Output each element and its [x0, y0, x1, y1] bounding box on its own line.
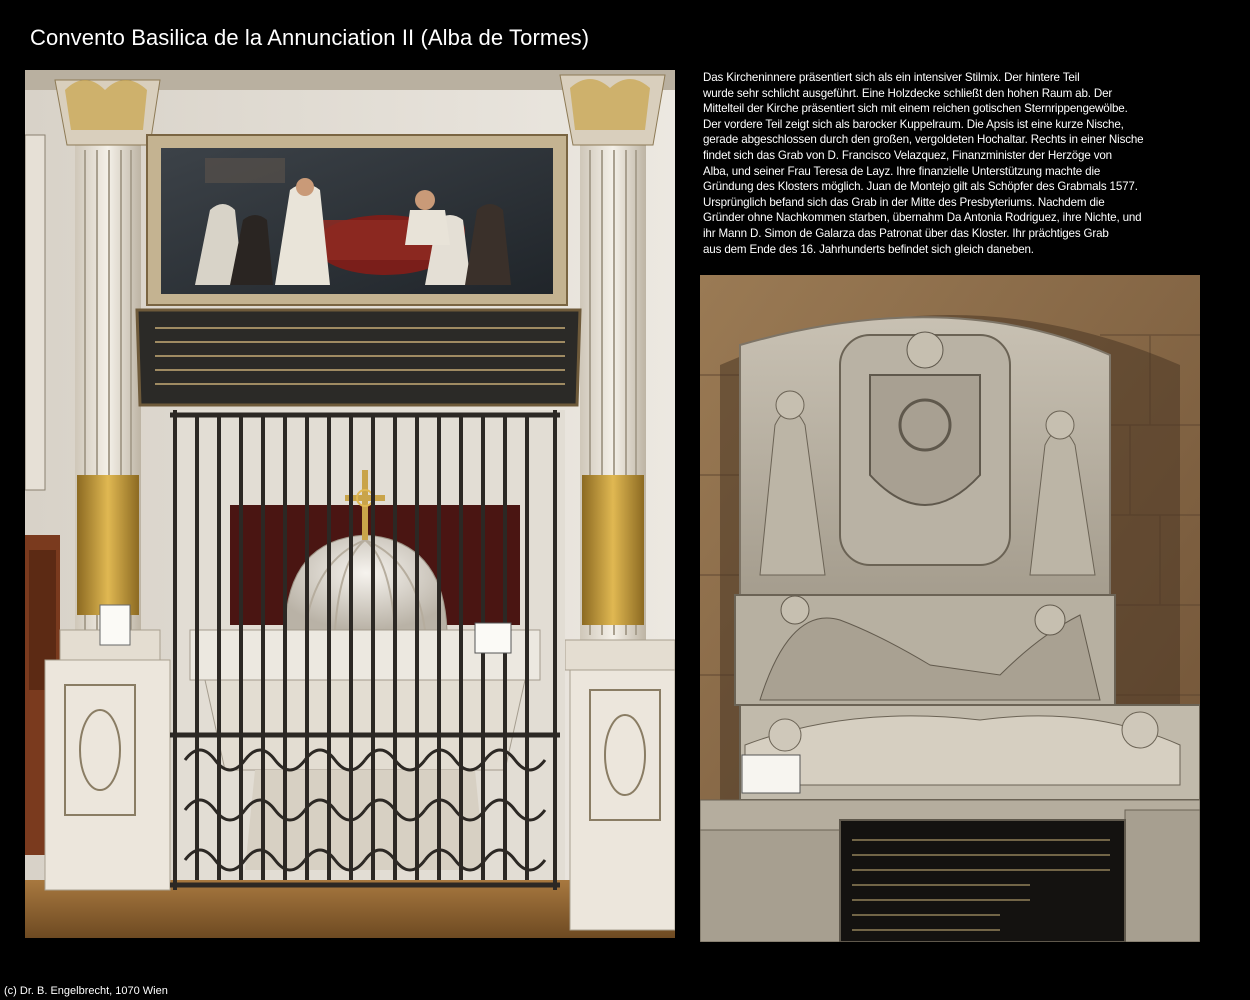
description-text	[703, 70, 1193, 257]
description-line: ihr Mann D. Simon de Galarza das Patronat über das Kloster. Ihr prächtiges Grab	[703, 226, 1109, 240]
copyright-notice: (c) Dr. B. Engelbrecht, 1070 Wien	[4, 985, 168, 997]
description-line: gerade abgeschlossen durch den großen, vergoldeten Hochaltar. Rechts in einer Nische	[703, 133, 1144, 147]
description-line: Das Kircheninnere präsentiert sich als ein intensiver Stilmix. Der hintere Teil	[703, 71, 1080, 84]
photo-stone-tomb	[700, 275, 1200, 942]
description-line: wurde sehr schlicht ausgeführt. Eine Holzdecke schließt den hohen Raum ab. Der	[703, 86, 1113, 100]
description-line: Gründer ohne Nachkommen starben, übernahm Da Antonia Rodriguez, ihre Nichte, und	[703, 211, 1142, 225]
description-line: Ursprünglich befand sich das Grab in der Mitte des Presbyteriums. Nachdem die	[703, 195, 1105, 209]
description-line: findet sich das Grab von D. Francisco Velazquez, Finanzminister der Herzöge von	[703, 148, 1112, 162]
photo-tomb-niche	[25, 70, 675, 938]
description-line: Gründung des Klosters möglich. Juan de Montejo gilt als Schöpfer des Grabmals 1577.	[703, 180, 1138, 194]
description-line: Der vordere Teil zeigt sich als barocker Kuppelraum. Die Apsis ist eine kurze Nische,	[703, 117, 1124, 131]
description-line: Mittelteil der Kirche präsentiert sich mit einem reichen gotischen Sternrippengewölbe.	[703, 102, 1128, 116]
description-line: Alba, und seiner Frau Teresa de Layz. Ihre finanzielle Unterstützung machte die	[703, 164, 1101, 178]
page-title: Convento Basilica de la Annunciation II (Alba de Tormes)	[30, 25, 590, 50]
description-line: aus dem Ende des 16. Jahrhunderts befindet sich gleich daneben.	[703, 242, 1034, 256]
